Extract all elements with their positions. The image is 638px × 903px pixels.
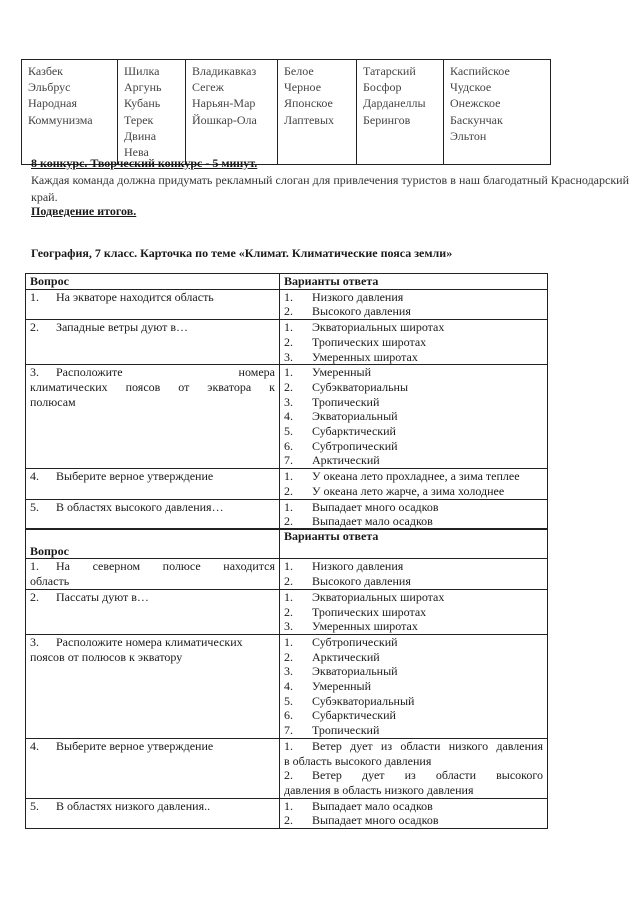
- header-question: [26, 529, 280, 559]
- answer-number: 1.: [284, 499, 293, 514]
- answer-number: 2.: [284, 304, 293, 319]
- word-cell: Чудское: [450, 80, 492, 95]
- answer-option: Умеренных широтах: [312, 619, 418, 634]
- answer-number: 1.: [284, 798, 293, 813]
- question-cell: [26, 634, 280, 738]
- word-cell: Дарданеллы: [363, 96, 426, 111]
- answer-option: Низкого давления: [312, 289, 404, 304]
- word-cell: Народная: [28, 96, 78, 111]
- answer-option: Выпадает много осадков: [312, 499, 439, 514]
- question-text: В областях низкого давления..: [56, 798, 211, 813]
- answer-option: Субэкваториальный: [312, 693, 415, 708]
- contest-title: 8 конкурс. Творческий конкурс - 5 минут.: [31, 156, 258, 170]
- answer-option: Экваториальных широтах: [312, 589, 445, 604]
- answers-cell: [280, 634, 548, 738]
- question-number: 2.: [30, 589, 39, 604]
- answer-number: 2.: [284, 604, 293, 619]
- answer-number: 1.: [284, 634, 293, 649]
- table-row: [26, 499, 548, 529]
- word-cell: Баскунчак: [450, 112, 503, 127]
- table-row: [26, 289, 548, 319]
- question-text: В областях высокого давления…: [56, 499, 224, 514]
- question-cell: [26, 469, 280, 499]
- quiz-table-2: [25, 528, 548, 829]
- answer-option: Экваториальный: [312, 409, 398, 424]
- word-cell: Владикавказ: [192, 64, 257, 78]
- word-cell: Коммунизма: [28, 112, 93, 127]
- table-header-row: [26, 274, 548, 290]
- question-text: Выберите верное утверждение: [56, 469, 214, 484]
- question-cell: [26, 589, 280, 634]
- word-cell: Белое: [284, 64, 314, 78]
- answer-option: Умеренный: [312, 365, 372, 380]
- answer-option: Субтропический: [312, 634, 398, 649]
- answer-option: Тропических широтах: [312, 604, 427, 619]
- question-number: 2.: [30, 320, 39, 335]
- question-text: полюсам: [30, 394, 76, 409]
- answers-cell: [280, 499, 548, 529]
- question-text: Пассаты дуют в…: [56, 589, 149, 604]
- answers-cell: [280, 738, 548, 798]
- answer-number: 7.: [284, 453, 293, 468]
- answer-number: 6.: [284, 708, 293, 723]
- answer-option: Тропический: [312, 723, 380, 738]
- answers-cell: [280, 469, 548, 499]
- answer-number: 4.: [284, 409, 293, 424]
- question-number: 3.: [30, 365, 39, 380]
- answer-number: 6.: [284, 438, 293, 453]
- answer-number: 1.: [284, 320, 293, 335]
- word-cell: Кубань: [124, 96, 161, 111]
- answer-option: Тропических широтах: [312, 334, 427, 349]
- answer-number: 5.: [284, 424, 293, 439]
- header-answers-text: Варианты ответа: [284, 529, 379, 543]
- word-table-row: [22, 60, 551, 165]
- question-text: Расположите номера: [56, 365, 275, 380]
- answer-number: 1.: [284, 589, 293, 604]
- answer-number: 4.: [284, 679, 293, 694]
- question-text: Западные ветры дуют в…: [56, 320, 189, 335]
- word-column-seas: [278, 60, 357, 165]
- results-label: Подведение итогов.: [31, 204, 137, 218]
- answer-option: в область высокого давления: [284, 753, 432, 768]
- word-column-mountains: [22, 60, 118, 165]
- answer-number: 3.: [284, 619, 293, 634]
- question-text: поясов от полюсов к экватору: [30, 649, 183, 664]
- word-cell: Берингов: [363, 112, 411, 127]
- answer-option: Выпадает мало осадков: [312, 798, 433, 813]
- word-column-lakes: [444, 60, 551, 165]
- word-cell: Босфор: [363, 80, 402, 95]
- answer-number: 2.: [284, 483, 293, 498]
- answer-option: давления в область низкого давления: [284, 782, 474, 797]
- word-table: [21, 59, 551, 165]
- answer-option: Арктический: [312, 649, 380, 664]
- question-cell: [26, 559, 280, 589]
- answer-option: Высокого давления: [312, 304, 411, 319]
- question-cell: [26, 499, 280, 529]
- answer-number: 2.: [284, 379, 293, 394]
- word-column-rivers: [118, 60, 186, 165]
- answer-option: Экваториальных широтах: [312, 320, 445, 335]
- answer-option: Выпадает мало осадков: [312, 514, 433, 529]
- table-header-row: [26, 529, 548, 559]
- header-answers: Варианты ответа: [280, 274, 548, 290]
- answer-number: 1.: [284, 469, 293, 484]
- answer-option: Умеренный: [312, 679, 372, 694]
- answer-number: 3.: [284, 664, 293, 679]
- answer-number: 2.: [284, 334, 293, 349]
- answer-number: 3.: [284, 349, 293, 364]
- word-cell: Лаптевых: [284, 112, 335, 127]
- answer-option: Арктический: [312, 453, 380, 468]
- answer-option: Умеренных широтах: [312, 349, 418, 364]
- word-cell: Нарьян-Мар: [192, 96, 256, 111]
- answer-number: 1.: [284, 289, 293, 304]
- word-cell: Татарский: [363, 64, 416, 78]
- answer-option: Выпадает много осадков: [312, 813, 439, 828]
- question-number: 4.: [30, 469, 39, 484]
- word-cell: Эльтон: [450, 128, 487, 143]
- word-cell: Каспийское: [450, 64, 510, 78]
- answer-number: 2.: [284, 514, 293, 529]
- question-text: область: [30, 574, 70, 589]
- word-column-straits: [357, 60, 444, 165]
- table-row: [26, 634, 548, 738]
- word-cell: Сегеж: [192, 80, 224, 95]
- answer-option: Субтропический: [312, 438, 398, 453]
- word-cell: Эльбрус: [28, 80, 71, 95]
- question-number: 4.: [30, 738, 39, 753]
- question-number: 1.: [30, 289, 39, 304]
- answer-option: Субарктический: [312, 424, 396, 439]
- answer-option: У океана лето прохладнее, а зима теплее: [312, 469, 520, 484]
- table-row: [26, 320, 548, 365]
- word-cell: Йошкар-Ола: [192, 112, 257, 127]
- word-column-cities: [186, 60, 278, 165]
- word-cell: Шилка: [124, 64, 160, 78]
- word-cell: Японское: [284, 96, 333, 111]
- word-cell: Черное: [284, 80, 322, 95]
- answers-cell: [280, 289, 548, 319]
- question-text: На экваторе находится область: [56, 289, 214, 304]
- answer-number: 7.: [284, 723, 293, 738]
- contest-text: Каждая команда должна придумать рекламный слоган для привлечения туристов в наш благодатный Краснодарский край.: [31, 173, 629, 204]
- answer-option: Высокого давления: [312, 574, 411, 589]
- answer-option: Субэкваториальны: [312, 379, 409, 394]
- header-question-text: Вопрос: [30, 543, 69, 558]
- header-answers: [280, 529, 548, 559]
- answer-option: Ветер дует из области низкого давления: [312, 738, 543, 753]
- table-row: [26, 589, 548, 634]
- answers-cell: [280, 365, 548, 469]
- header-question: Вопрос: [26, 274, 280, 290]
- question-number: 5.: [30, 499, 39, 514]
- question-text: Расположите номера климатических: [56, 634, 243, 649]
- answers-cell: [280, 798, 548, 828]
- word-cell: Двина: [124, 128, 157, 143]
- question-text: климатических поясов от экватора к: [30, 379, 275, 394]
- quiz-table-1: [25, 273, 548, 530]
- word-cell: Нева: [124, 145, 149, 160]
- answer-number: 1.: [284, 365, 293, 380]
- question-cell: [26, 289, 280, 319]
- question-number: 3.: [30, 634, 39, 649]
- question-number: 1.: [30, 559, 39, 574]
- answer-option: Низкого давления: [312, 559, 404, 574]
- answers-cell: [280, 589, 548, 634]
- table-row: [26, 798, 548, 828]
- question-cell: [26, 798, 280, 828]
- answers-cell: [280, 559, 548, 589]
- word-cell: Аргунь: [124, 80, 162, 95]
- table-row: [26, 469, 548, 499]
- answer-number: 1.: [284, 559, 293, 574]
- question-cell: [26, 365, 280, 469]
- answer-number: 5.: [284, 693, 293, 708]
- answer-number: 3.: [284, 394, 293, 409]
- word-cell: Онежское: [450, 96, 501, 111]
- table-row: [26, 365, 548, 469]
- table-row: [26, 738, 548, 798]
- answer-option: Экваториальный: [312, 664, 398, 679]
- answer-number: 2.: [284, 574, 293, 589]
- answer-number: 2.: [284, 649, 293, 664]
- answer-option: У океана лето жарче, а зима холоднее: [312, 483, 505, 498]
- answers-cell: [280, 320, 548, 365]
- question-cell: [26, 738, 280, 798]
- word-cell: Терек: [124, 112, 154, 127]
- answer-option: Субарктический: [312, 708, 396, 723]
- answer-number: 1.: [284, 738, 293, 753]
- word-cell: Казбек: [28, 64, 64, 78]
- table-row: [26, 559, 548, 589]
- answer-number: 2.: [284, 813, 293, 828]
- question-text: Выберите верное утверждение: [56, 738, 214, 753]
- answer-option: Тропический: [312, 394, 380, 409]
- answer-number: 2.: [284, 768, 293, 783]
- question-cell: [26, 320, 280, 365]
- question-number: 5.: [30, 798, 39, 813]
- question-text: На северном полюсе находится: [56, 559, 275, 574]
- answer-option: Ветер дует из области высокого: [312, 768, 543, 783]
- card-title: География, 7 класс. Карточка по теме «Климат. Климатические пояса земли»: [31, 246, 453, 260]
